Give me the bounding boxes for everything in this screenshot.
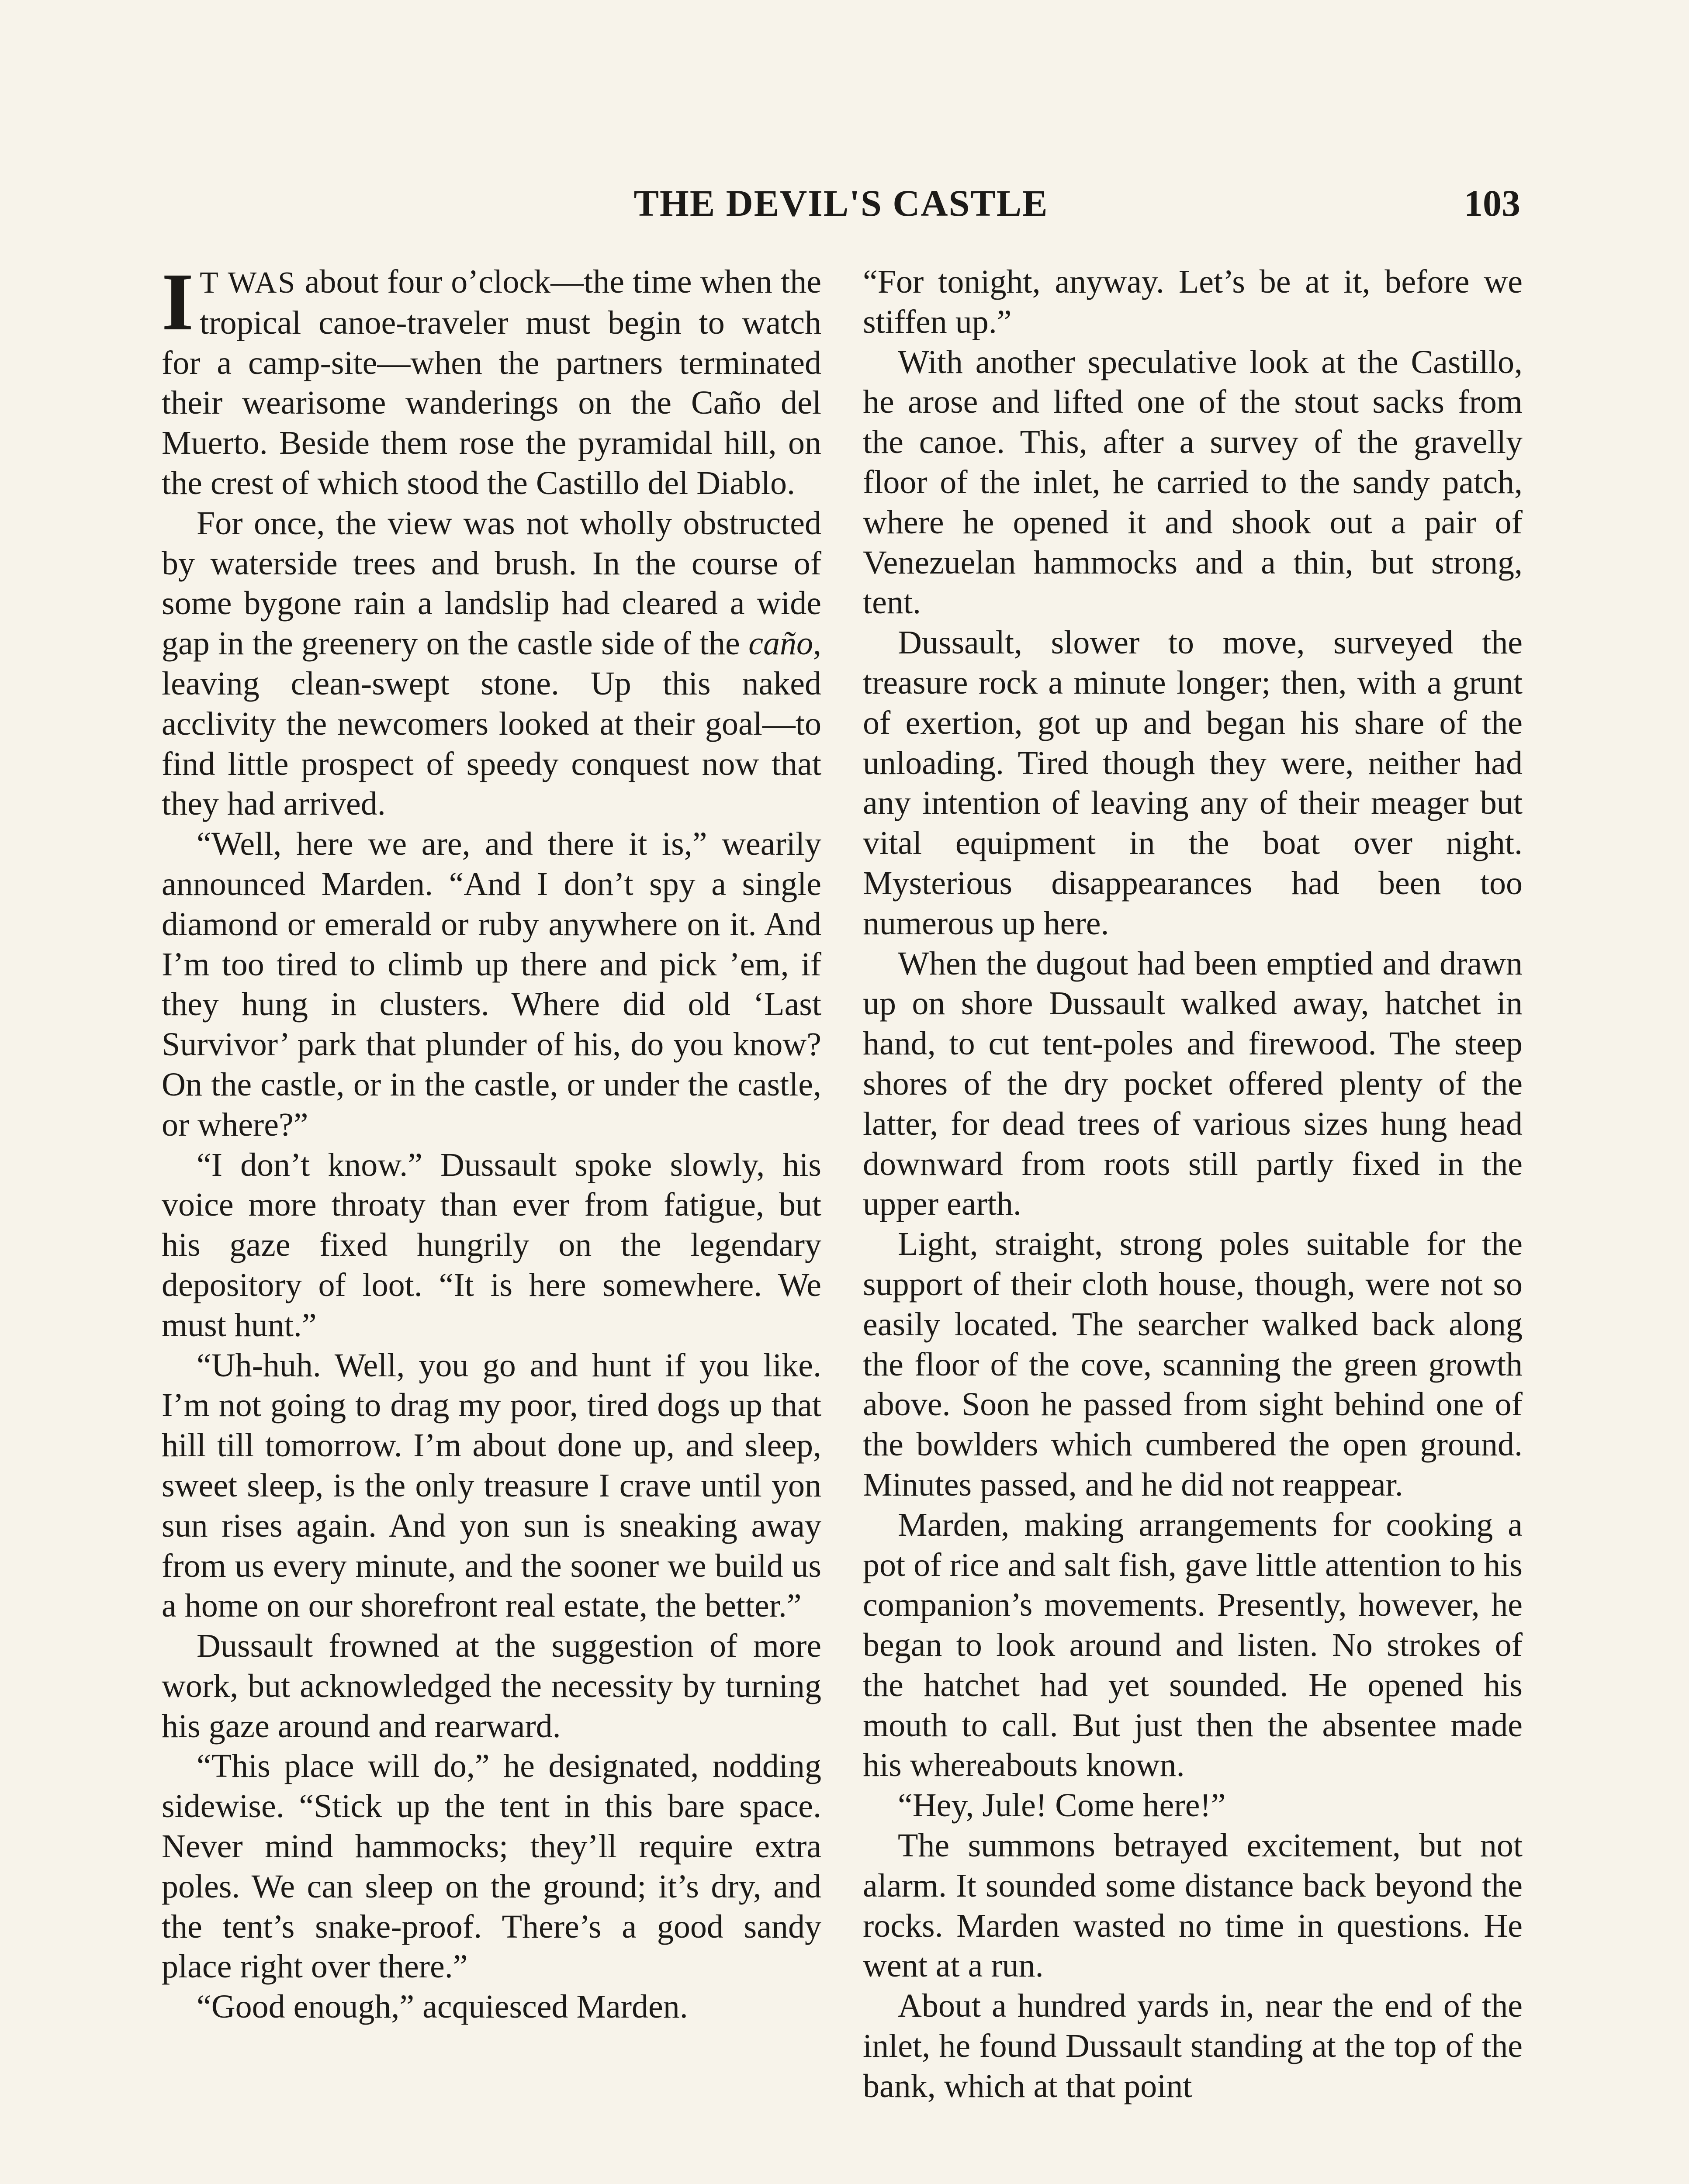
paragraph-text: about four o’clock—the time when the tropical canoe-traveler must begin to watch for a camp-site—when the partners terminated their wearisome wanderings on the Caño del Muerto. Beside them rose the pyramidal hill, on the crest of which stood the Castillo del Diablo. xyxy=(162,263,821,501)
page-number: 103 xyxy=(1464,182,1520,224)
paragraph: With another speculative look at the Castillo, he arose and lifted one of the stout sacks from the canoe. This, after a survey of the gravelly floor of the inlet, he carried to the sandy patch, where he opened it and shook out a pair of Venezuelan hammocks and a thin, but strong, tent. xyxy=(863,343,1523,621)
paragraph: “Hey, Jule! Come here!” xyxy=(898,1787,1226,1824)
paragraph: About a hundred yards in, near the end of the inlet, he found Dussault standing at the top of the bank, which at that point xyxy=(863,1987,1523,2105)
paragraph: When the dugout had been emptied and drawn up on shore Dussault walked away, hatchet in hand, to cut tent-poles and firewood. The steep shores of the dry pocket offered plenty of the latter, for dead trees of various sizes hung head downward from roots still partly fixed in the upper earth. xyxy=(863,945,1523,1223)
running-title: THE DEVIL'S CASTLE xyxy=(633,182,1049,224)
paragraph: Marden, making arrangements for cooking a pot of rice and salt fish, gave little attention to his companion’s movements. Presently, however, he began to look around and listen. No strokes of the hatchet had yet sounded. He opened his mouth to call. But just then the absentee made his whereabouts known. xyxy=(863,1506,1523,1784)
lead-in: T WAS xyxy=(200,266,297,300)
paragraph: “Well, here we are, and there it is,” wearily announced Marden. “And I don’t spy a single diamond or emerald or ruby anywhere on it. And I’m too tired to climb up there and pick ’em, if they hung in clusters. Where did old ‘Last Survivor’ park that plunder of his, do you know? On the castle, or in the castle, or under the castle, or where?” xyxy=(162,826,821,1143)
paragraph: The summons betrayed excitement, but not alarm. It sounded some distance back beyond the rocks. Marden wasted no time in questions. He went at a run. xyxy=(863,1827,1523,1984)
paragraph: Dussault, slower to move, surveyed the treasure rock a minute longer; then, with a grunt of exertion, got up and began his share of the unloading. Tired though they were, neither had any intention of leaving any of their meager but vital equipment in the boat over night. Mysterious disappearances had been too numerous up here. xyxy=(863,624,1523,942)
italic-word: caño xyxy=(748,625,813,662)
paragraph: “I don’t know.” Dussault spoke slowly, his voice more throaty than ever from fatigue, but his gaze fixed hungrily on the legendary depository of loot. “It is here somewhere. We must hunt.” xyxy=(162,1146,821,1344)
paragraph-text: , leaving clean-swept stone. Up this naked acclivity the newcomers looked at their goal—to find little prospect of speedy conquest now that they had arrived. xyxy=(162,625,821,822)
paragraph: “Uh-huh. Well, you go and hunt if you like. I’m not going to drag my poor, tired dogs up that hill till tomorrow. I’m about done up, and sleep, sweet sleep, is the only treasure I crave until yon sun rises again. And yon sun is sneaking away from us every minute, and the sooner we build us a home on our shorefront real estate, the better.” xyxy=(162,1347,821,1624)
paragraph: “For tonight, anyway. Let’s be at it, before we stiffen up.” xyxy=(863,263,1523,340)
paragraph: Dussault frowned at the suggestion of more work, but acknowledged the necessity by turning his gaze around and rearward. xyxy=(162,1628,821,1745)
paragraph: Light, straight, strong poles suitable for the support of their cloth house, though, were not so easily located. The searcher walked back along the floor of the cove, scanning the green growth above. Soon he passed from sight behind one of the bowlders which cumbered the open ground. Minutes passed, and he did not reappear. xyxy=(863,1226,1523,1503)
page-header xyxy=(162,177,1520,229)
right-column xyxy=(863,262,1523,2184)
drop-cap: I xyxy=(162,262,194,347)
paragraph xyxy=(162,262,821,504)
left-column xyxy=(162,262,821,2184)
paragraph: “Good enough,” acquiesced Marden. xyxy=(197,1988,688,2025)
paragraph-text: For once, the view was not wholly obstructed by waterside trees and brush. In the course of some bygone rain a landslip had cleared a wide gap in the greenery on the castle side of the xyxy=(162,505,821,662)
paragraph xyxy=(162,504,821,824)
paragraph: “This place will do,” he designated, nodding sidewise. “Stick up the tent in this bare space. Never mind hammocks; they’ll require extra poles. We can sleep on the ground; it’s dry, and the tent’s snake-proof. There’s a good sandy place right over there.” xyxy=(162,1748,821,1985)
